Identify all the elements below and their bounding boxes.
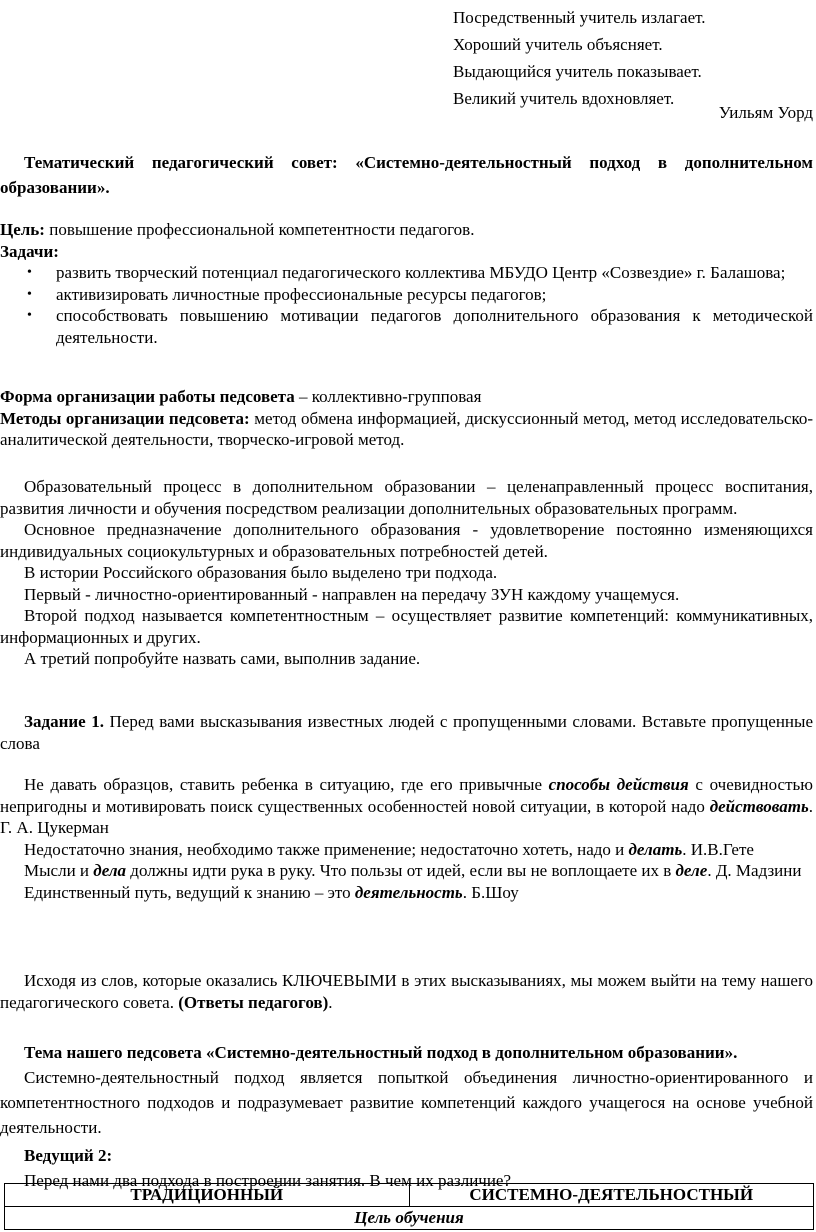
intro-paragraph: А третий попробуйте назвать сами, выполнив задание.	[24, 649, 421, 668]
methods-line	[0, 408, 813, 451]
task-item: • активизировать личностные профессиональные ресурсы педагогов;	[0, 284, 813, 306]
theme-block	[0, 1040, 813, 1193]
table-header-system: СИСТЕМНО-ДЕЯТЕЛЬНОСТНЫЙ	[409, 1184, 814, 1207]
table-header-traditional: ТРАДИЦИОННЫЙ	[5, 1184, 410, 1207]
quote-mazzini	[0, 860, 813, 882]
council-title-block	[0, 150, 813, 200]
theme-heading: Тема нашего педсовета «Системно-деятельностный подход в дополнительном образовании».	[24, 1043, 738, 1062]
intro-paragraph: В истории Российского образования было выделено три подхода.	[24, 563, 498, 582]
form-methods-block	[0, 386, 813, 451]
task1-paragraph	[0, 711, 813, 754]
intro-paragraph: Основное предназначение дополнительного образования - удовлетворение постоянно изменяющихся индивидуальных социокультурных и образовательных потребностей детей.	[0, 520, 813, 561]
quote-text: Не давать образцов, ставить ребенка в ситуацию, где его привычные	[24, 775, 549, 794]
methods-label: Методы организации педсовета:	[0, 408, 250, 428]
intro-paragraph: Образовательный процесс в дополнительном образовании – целенаправленный процесс воспитания, развития личности и обучения посредством реализации дополнительных образовательных программ.	[0, 477, 813, 518]
task-item: • способствовать повышению мотивации педагогов дополнительного образования к методической деятельности.	[0, 305, 813, 348]
goal-line	[0, 219, 813, 241]
conclusion-end: .	[328, 992, 333, 1012]
quote-tsukerman	[0, 774, 813, 839]
quote-text: . Г. А. Цукерман	[0, 796, 813, 837]
quote-keyword: дела	[93, 861, 127, 880]
goal-text: повышение профессиональной компетентности педагогов.	[44, 220, 475, 239]
quote-text: Недостаточно знания, необходимо также применение; недостаточно хотеть, надо и	[24, 839, 629, 859]
quote-shaw	[0, 882, 813, 904]
form-label: Форма организации работы педсовета	[0, 387, 295, 406]
intro-paragraph: Первый - личностно-ориентированный - направлен на передачу ЗУН каждому учащемуся.	[24, 584, 680, 604]
host-label: Ведущий 2:	[24, 1146, 113, 1165]
quote-keyword: деле	[675, 861, 708, 880]
methods-text: метод обмена информацией, дискуссионный метод, метод исследовательско-аналитической деятельности, творческо-игровой метод.	[0, 408, 814, 449]
quote-keyword: делать	[628, 839, 683, 859]
question-line: Перед нами два подхода в построении занятия. В чем их различие?	[24, 1171, 512, 1190]
intro-paragraph: Второй подход называется компетентностным – осуществляет развитие компетенций: коммуникативных, информационных и других.	[0, 606, 813, 647]
task1-block	[0, 711, 813, 754]
council-title: Тематический педагогический совет: «Системно-деятельностный подход в дополнительном образовании».	[0, 153, 813, 197]
epigraph	[453, 4, 813, 112]
epigraph-author: Уильям Уорд	[718, 103, 813, 122]
quote-keyword: действовать	[709, 796, 809, 816]
epigraph-line: Хороший учитель объясняет.	[453, 35, 663, 54]
epigraph-line: Посредственный учитель излагает.	[453, 8, 706, 27]
theme-paragraph: Системно-деятельностный подход является попыткой объединения личностно-ориентированного и компетентностного подходов и подразумевает развитие компетенций каждого учащегося на основе учебной деятельности.	[0, 1068, 813, 1137]
task1-label: Задание 1.	[24, 712, 104, 731]
quote-text: с очевидностью непригодны и мотивировать поиск существенных особенностей новой ситуации, в которой надо	[0, 775, 813, 816]
epigraph-line: Выдающийся учитель показывает.	[453, 62, 702, 81]
intro-block	[0, 476, 813, 670]
quote-goethe	[0, 839, 813, 861]
table-row-caption: Цель обучения	[5, 1207, 814, 1230]
task-item: • развить творческий потенциал педагогического коллектива МБУДО Центр «Созвездие» г. Балашова;	[0, 262, 813, 284]
quote-keyword: деятельность	[354, 882, 463, 902]
form-text: – коллективно-групповая	[294, 387, 482, 406]
table-header-row	[5, 1184, 814, 1207]
quote-text: Единственный путь, ведущий к знанию – это	[24, 882, 355, 902]
tasks-label: Задачи:	[0, 241, 59, 261]
epigraph-line: Великий учитель вдохновляет.	[453, 89, 675, 108]
goal-label: Цель:	[0, 220, 45, 239]
conclusion-paragraph	[0, 970, 813, 1013]
quote-keyword: способы действия	[548, 775, 689, 794]
task1-text: Перед вами высказывания известных людей с пропущенными словами. Вставьте пропущенные слова	[0, 712, 813, 753]
tasks-list	[0, 262, 813, 348]
comparison-table	[4, 1183, 814, 1230]
conclusion-bold: (Ответы педагогов)	[178, 992, 329, 1012]
quote-text: Мысли и	[24, 861, 94, 880]
goals-block	[0, 219, 813, 348]
quote-text: . Б.Шоу	[462, 882, 519, 902]
conclusion-text: Исходя из слов, которые оказались КЛЮЧЕВЫМИ в этих высказываниях, мы можем выйти на тему нашего педагогического совета.	[0, 971, 813, 1012]
form-line	[0, 386, 813, 408]
quotes-block	[0, 774, 813, 903]
table-row	[5, 1207, 814, 1230]
quote-text: . Д. Мадзини	[707, 861, 802, 880]
quote-text: . И.В.Гете	[682, 839, 754, 859]
conclusion-block	[0, 970, 813, 1013]
quote-text: должны идти рука в руку. Что пользы от идей, если вы не воплощаете их в	[126, 861, 676, 880]
